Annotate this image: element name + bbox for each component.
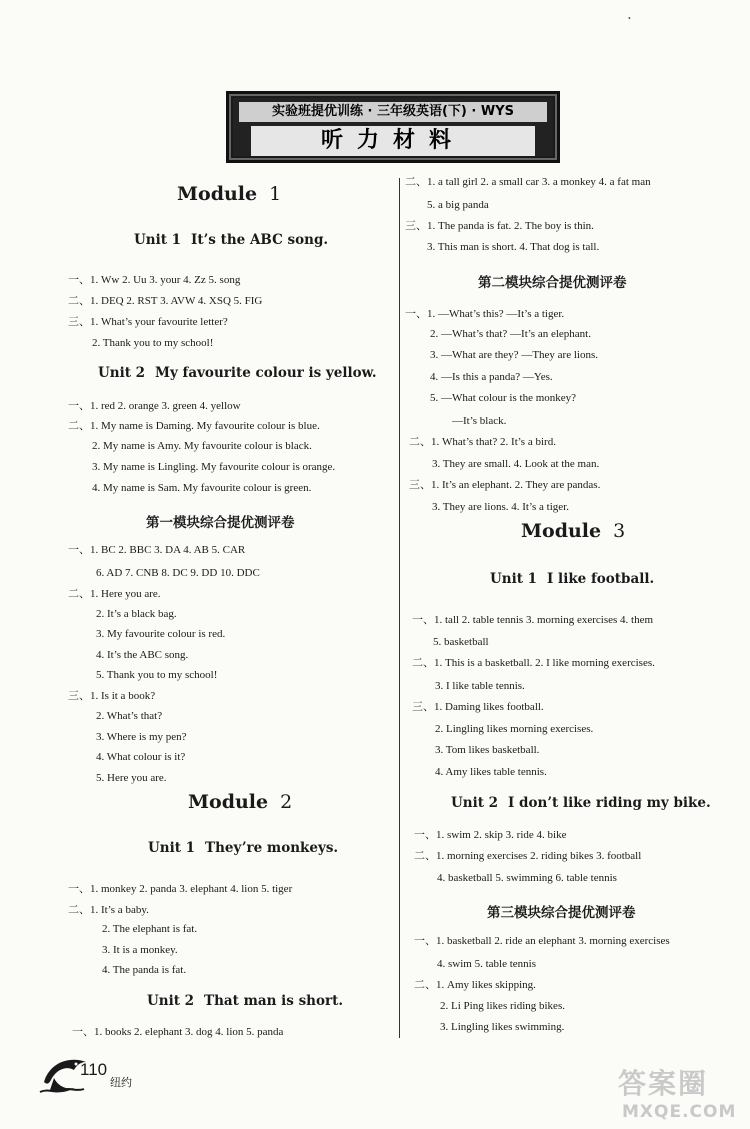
answer-line: 5. a big panda — [427, 199, 489, 211]
answer-line: 2. —What’s that? —It’s an elephant. — [430, 328, 591, 340]
answer-line: 2. What’s that? — [96, 710, 163, 722]
answer-line: 6. AD 7. CNB 8. DC 9. DD 10. DDC — [96, 567, 260, 579]
answer-line: 一、1. —What’s this? —It’s a tiger. — [405, 308, 565, 320]
answer-line: 三、1. Is it a book? — [68, 690, 156, 702]
answer-line: 三、1. The panda is fat. 2. The boy is thin. — [405, 220, 594, 232]
answer-line: 4. It’s the ABC song. — [96, 649, 189, 661]
answer-line: 二、1. It’s a baby. — [68, 904, 149, 916]
answer-line: 3. They are lions. 4. It’s a tiger. — [432, 501, 569, 513]
answer-line: 4. My name is Sam. My favourite colour is green. — [92, 482, 312, 494]
answer-line: 3. Tom likes basketball. — [435, 744, 540, 756]
answer-line: 2. It’s a black bag. — [96, 608, 177, 620]
answer-line: 2. Lingling likes morning exercises. — [435, 723, 594, 735]
answer-line: 三、1. What’s your favourite letter? — [68, 316, 228, 328]
answer-line: 3. I like table tennis. — [435, 680, 525, 692]
answer-line: 一、1. basketball 2. ride an elephant 3. morning exercises — [414, 935, 670, 947]
header-banner — [226, 91, 560, 163]
answer-line: 二、1. What’s that? 2. It’s a bird. — [409, 436, 556, 448]
page-number: 110 — [80, 1060, 108, 1079]
watermark-bottom: MXQE.COM — [622, 1102, 737, 1122]
answer-line: 4. What colour is it? — [96, 751, 186, 763]
answer-line: 三、1. It’s an elephant. 2. They are pandas. — [409, 479, 601, 491]
answer-line: 3. My favourite colour is red. — [96, 628, 226, 640]
answer-line: 3. Where is my pen? — [96, 731, 187, 743]
publisher-mark: 纽约 — [110, 1077, 132, 1089]
module-2-heading: Module 2 — [188, 791, 293, 813]
module-3-unit-2-heading: Unit 2 I don’t like riding my bike. — [451, 795, 711, 811]
watermark-top: 答案圈 — [618, 1067, 709, 1100]
module-1-heading: Module 1 — [177, 183, 282, 205]
answer-line: 5. —What colour is the monkey? — [430, 392, 577, 404]
answer-line: 3. It is a monkey. — [102, 944, 178, 956]
answer-line: 3. My name is Lingling. My favourite colour is orange. — [92, 461, 336, 473]
module-1-unit-2-heading: Unit 2 My favourite colour is yellow. — [98, 365, 377, 381]
answer-line: 一、1. tall 2. table tennis 3. morning exercises 4. them — [412, 614, 654, 626]
answer-line: 二、1. Amy likes skipping. — [414, 979, 536, 991]
review-3-heading: 第三模块综合提优测评卷 — [487, 905, 636, 921]
review-1-heading: 第一模块综合提优测评卷 — [146, 515, 295, 531]
module-3-unit-1-heading: Unit 1 I like football. — [490, 571, 655, 587]
answer-line: 一、1. BC 2. BBC 3. DA 4. AB 5. CAR — [68, 544, 246, 556]
answer-line: —It’s black. — [452, 415, 507, 427]
answer-line: 2. Li Ping likes riding bikes. — [440, 1000, 565, 1012]
column-divider — [399, 178, 400, 1038]
answer-line: 2. The elephant is fat. — [102, 923, 198, 935]
series-title: 实验班提优训练 · 三年级英语(下) · WYS — [239, 102, 547, 122]
module-3-heading: Module 3 — [521, 520, 626, 542]
answer-line: 二、1. This is a basketball. 2. I like morning exercises. — [412, 657, 655, 669]
answer-line: 一、1. swim 2. skip 3. ride 4. bike — [414, 829, 567, 841]
answer-line: 4. basketball 5. swimming 6. table tennis — [437, 872, 617, 884]
answer-line: 5. Thank you to my school! — [96, 669, 218, 681]
module-2-unit-2-heading: Unit 2 That man is short. — [147, 993, 344, 1009]
answer-line: 一、1. red 2. orange 3. green 4. yellow — [68, 400, 241, 412]
answer-line: 三、1. Daming likes football. — [412, 701, 544, 713]
answer-line: 二、1. My name is Daming. My favourite colour is blue. — [68, 420, 320, 432]
answer-line: 3. Lingling likes swimming. — [440, 1021, 565, 1033]
answer-line: 4. Amy likes table tennis. — [435, 766, 547, 778]
answer-line: 3. This man is short. 4. That dog is tall. — [427, 241, 600, 253]
answer-line: 二、1. morning exercises 2. riding bikes 3. football — [414, 850, 642, 862]
review-2-heading: 第二模块综合提优测评卷 — [478, 275, 627, 291]
answer-line: 5. basketball — [433, 636, 489, 648]
answer-line: 一、1. books 2. elephant 3. dog 4. lion 5. panda — [72, 1026, 284, 1038]
answer-line: 3. —What are they? —They are lions. — [430, 349, 598, 361]
watermark — [618, 1062, 746, 1124]
answer-line: 4. The panda is fat. — [102, 964, 187, 976]
answer-line: 一、1. monkey 2. panda 3. elephant 4. lion 5. tiger — [68, 883, 293, 895]
answer-line: 4. —Is this a panda? —Yes. — [430, 371, 553, 383]
answer-line: 2. Thank you to my school! — [92, 337, 214, 349]
answer-line: 2. My name is Amy. My favourite colour is black. — [92, 440, 312, 452]
module-2-unit-1-heading: Unit 1 They’re monkeys. — [148, 840, 339, 856]
corner-mark: • — [628, 14, 631, 23]
answer-line: 3. They are small. 4. Look at the man. — [432, 458, 600, 470]
answer-line: 二、1. DEQ 2. RST 3. AVW 4. XSQ 5. FIG — [68, 295, 263, 307]
answer-line: 二、1. Here you are. — [68, 588, 161, 600]
answer-line: 4. swim 5. table tennis — [437, 958, 536, 970]
page-title: 听力材料 — [251, 126, 535, 156]
answer-line: 一、1. Ww 2. Uu 3. your 4. Zz 5. song — [68, 274, 241, 286]
answer-line: 二、1. a tall girl 2. a small car 3. a monkey 4. a fat man — [405, 176, 651, 188]
answer-line: 5. Here you are. — [96, 772, 167, 784]
module-1-unit-1-heading: Unit 1 It’s the ABC song. — [134, 232, 329, 248]
